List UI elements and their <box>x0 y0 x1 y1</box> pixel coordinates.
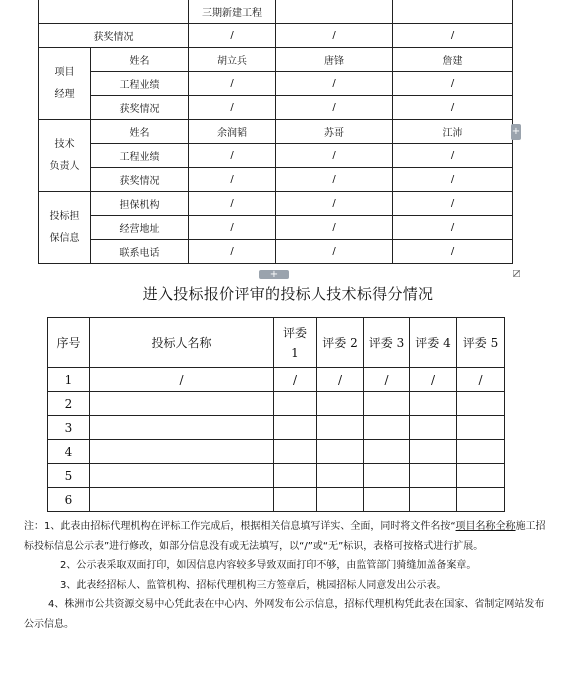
table-cell <box>364 440 410 464</box>
table-cell <box>274 488 317 512</box>
org-label: 担保机构 <box>91 192 189 216</box>
table-cell: / <box>189 144 276 168</box>
note-1-text-end: 施工招标投标信息公示表”进行修改，如部分信息没有或无法填写，以“/”或“无”标识，表格可按格式进行扩展。 <box>24 521 546 552</box>
table-cell: 余润韬 <box>189 120 276 144</box>
header-cell: 投标人名称 <box>90 318 274 368</box>
table-cell: / <box>189 72 276 96</box>
table-cell: / <box>393 216 513 240</box>
tech-group-label <box>39 120 91 192</box>
table-cell <box>364 488 410 512</box>
table-cell <box>90 488 274 512</box>
table-cell <box>317 488 364 512</box>
table-cell <box>393 0 513 24</box>
table-cell <box>410 416 457 440</box>
pm-group-label-line2: 经理 <box>54 88 75 100</box>
table-cell: / <box>276 192 393 216</box>
tech-group-label-line1: 技术 <box>54 138 75 150</box>
table-cell: 3 <box>48 416 90 440</box>
award-label: 获奖情况 <box>39 24 189 48</box>
name-label: 姓名 <box>91 120 189 144</box>
guarantee-group-label-line2: 保信息 <box>49 232 80 244</box>
notes <box>24 517 554 634</box>
table-cell: 4 <box>48 440 90 464</box>
table-cell <box>457 440 505 464</box>
guarantee-group-label <box>39 192 91 264</box>
table-row <box>48 488 505 512</box>
table-cell <box>410 440 457 464</box>
table-cell: 1 <box>48 368 90 392</box>
table-cell: 詹建 <box>393 48 513 72</box>
note-3: 3、此表经招标人、监管机构、招标代理机构三方签章后，桃园招标人同意发出公示表。 <box>60 579 447 591</box>
table-cell: 唐锋 <box>276 48 393 72</box>
name-label: 姓名 <box>91 48 189 72</box>
header-judge1-line1: 评委 <box>282 325 307 340</box>
table-cell <box>457 488 505 512</box>
table-resize-handle[interactable] <box>513 270 520 277</box>
table-cell <box>457 392 505 416</box>
add-row-handle[interactable]: + <box>259 270 289 279</box>
table-cell: / <box>393 192 513 216</box>
table-cell <box>274 440 317 464</box>
table-cell: / <box>189 168 276 192</box>
header-judge1-line2: 1 <box>291 345 299 360</box>
score-table <box>47 317 505 512</box>
table-row <box>39 24 513 48</box>
table-row <box>39 48 513 72</box>
table-cell <box>274 464 317 488</box>
table-cell: / <box>393 96 513 120</box>
table-cell: / <box>393 168 513 192</box>
table-cell: / <box>410 368 457 392</box>
table-row <box>39 216 513 240</box>
project-name-cell: 三期新建工程 <box>189 0 276 24</box>
table-cell <box>274 416 317 440</box>
table-cell <box>90 440 274 464</box>
pm-group-label-line1: 项目 <box>54 66 75 78</box>
table-row <box>39 72 513 96</box>
header-cell: 评委 2 <box>317 318 364 368</box>
table-cell <box>274 392 317 416</box>
table-row <box>39 120 513 144</box>
table-cell: / <box>393 144 513 168</box>
table-cell: / <box>393 24 513 48</box>
table-cell: / <box>364 368 410 392</box>
table-cell: / <box>457 368 505 392</box>
table-row <box>39 168 513 192</box>
table-cell: 6 <box>48 488 90 512</box>
table-cell <box>364 392 410 416</box>
header-cell: 评委 5 <box>457 318 505 368</box>
table-cell <box>317 416 364 440</box>
table-cell: 江沛 <box>393 120 513 144</box>
table-cell <box>410 488 457 512</box>
phone-label: 联系电话 <box>91 240 189 264</box>
table-cell: / <box>276 24 393 48</box>
table-cell <box>90 392 274 416</box>
table-row <box>39 240 513 264</box>
table-cell: / <box>274 368 317 392</box>
table-row <box>39 144 513 168</box>
note-2: 2、公示表采取双面打印，如因信息内容较多导致双面打印不够，由监管部门骑缝加盖备案章。 <box>60 560 477 571</box>
addr-label: 经营地址 <box>91 216 189 240</box>
header-cell: 序号 <box>48 318 90 368</box>
table-cell <box>317 392 364 416</box>
table-cell: / <box>276 240 393 264</box>
table-cell: / <box>393 240 513 264</box>
header-cell: 评委 3 <box>364 318 410 368</box>
table-cell: 5 <box>48 464 90 488</box>
table-cell: / <box>276 168 393 192</box>
table-cell: / <box>90 368 274 392</box>
table-cell <box>457 464 505 488</box>
table-cell: / <box>393 72 513 96</box>
table-row <box>48 368 505 392</box>
table-cell: 胡立兵 <box>189 48 276 72</box>
table-cell: 2 <box>48 392 90 416</box>
award-label: 获奖情况 <box>91 96 189 120</box>
note-1-underlined: 项目名称全称 <box>455 521 516 532</box>
note-1 <box>24 517 554 556</box>
table-row <box>48 392 505 416</box>
perf-label: 工程业绩 <box>91 72 189 96</box>
table-header-row <box>48 318 505 368</box>
score-table-body <box>48 368 505 512</box>
table-cell: / <box>276 72 393 96</box>
table-cell: / <box>276 216 393 240</box>
table-cell: / <box>189 96 276 120</box>
table-cell: / <box>276 144 393 168</box>
table-cell <box>317 464 364 488</box>
award-label: 获奖情况 <box>91 168 189 192</box>
bidder-info-table <box>38 0 513 264</box>
resize-corner-icon <box>513 270 520 277</box>
add-column-handle[interactable]: + <box>511 124 521 140</box>
note-4: 4、株洲市公共资源交易中心凭此表在中心内、外网发布公示信息，招标代理机构凭此表在国家、省制定网站发布公示信息。 <box>24 599 545 630</box>
table-row <box>48 464 505 488</box>
guarantee-group-label-line1: 投标担 <box>49 210 80 222</box>
table-cell: / <box>189 192 276 216</box>
table-cell: 苏哥 <box>276 120 393 144</box>
table-cell <box>317 440 364 464</box>
table-cell <box>364 464 410 488</box>
perf-label: 工程业绩 <box>91 144 189 168</box>
table-cell <box>90 416 274 440</box>
table-row <box>39 192 513 216</box>
pm-group-label <box>39 48 91 120</box>
table-cell <box>364 416 410 440</box>
tech-group-label-line2: 负责人 <box>49 160 80 172</box>
table-row <box>48 440 505 464</box>
table-cell: / <box>189 240 276 264</box>
table-cell <box>276 0 393 24</box>
table-row <box>39 96 513 120</box>
header-cell: 评委 4 <box>410 318 457 368</box>
table-cell <box>39 0 189 24</box>
table-cell: / <box>276 96 393 120</box>
note-1-text: 注：1、此表由招标代理机构在评标工作完成后，根据相关信息填写详实、全面，同时将文件名按“ <box>24 521 456 532</box>
table-cell <box>410 392 457 416</box>
table-row <box>39 0 513 24</box>
table-cell: / <box>317 368 364 392</box>
header-cell <box>274 318 317 368</box>
table-cell <box>457 416 505 440</box>
section-title: 进入投标报价评审的投标人技术标得分情况 <box>142 285 434 303</box>
table-cell <box>410 464 457 488</box>
table-cell <box>90 464 274 488</box>
table-cell: / <box>189 216 276 240</box>
table-cell: / <box>189 24 276 48</box>
table-row <box>48 416 505 440</box>
